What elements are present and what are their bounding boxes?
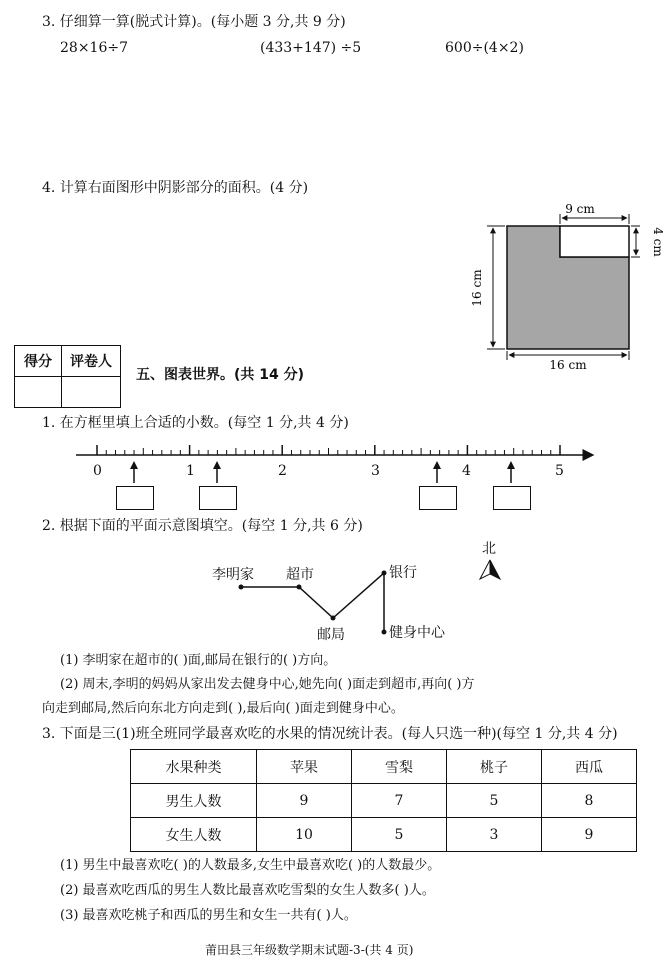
table-header-cell: 苹果 bbox=[257, 750, 352, 784]
section5-title: 五、图表世界。(共 14 分) bbox=[136, 367, 305, 383]
table-header-cell: 雪梨 bbox=[352, 750, 447, 784]
table-cell: 男生人数 bbox=[131, 784, 257, 818]
q3b-title: 3. 下面是三(1)班全班同学最喜欢吃的水果的情况统计表。(每人只选一种)(每空 1 分,共 4 分) bbox=[42, 726, 618, 742]
q1-title: 1. 在方框里填上合适的小数。(每空 1 分,共 4 分) bbox=[42, 415, 349, 431]
tick-label-4: 4 bbox=[462, 463, 471, 479]
table-cell: 9 bbox=[257, 784, 352, 818]
table-cell: 8 bbox=[542, 784, 637, 818]
q3b-sub-2: (2) 最喜欢吃西瓜的男生人数比最喜欢吃雪梨的女生人数多( )人。 bbox=[60, 883, 435, 898]
dim-left-label: 16 cm bbox=[470, 269, 484, 307]
table-header-cell: 西瓜 bbox=[542, 750, 637, 784]
node-market bbox=[297, 585, 302, 590]
q2-title: 2. 根据下面的平面示意图填空。(每空 1 分,共 6 分) bbox=[42, 518, 363, 534]
dim-bottom-label: 16 cm bbox=[549, 358, 587, 372]
node-gym bbox=[382, 630, 387, 635]
calc-problem-1: 28×16÷7 bbox=[60, 40, 128, 56]
table-cell: 5 bbox=[352, 818, 447, 852]
table-cell: 3 bbox=[447, 818, 542, 852]
table-row bbox=[131, 818, 637, 852]
table-header-row bbox=[131, 750, 637, 784]
tick-label-3: 3 bbox=[371, 463, 380, 479]
q2-line-1: (1) 李明家在超市的( )面,邮局在银行的( )方向。 bbox=[60, 653, 337, 668]
place-home: 李明家 bbox=[212, 567, 254, 583]
q3-title: 3. 仔细算一算(脱式计算)。(每小题 3 分,共 9 分) bbox=[42, 14, 346, 30]
node-bank bbox=[382, 571, 387, 576]
grader-header: 评卷人 bbox=[62, 346, 121, 377]
table-cell: 7 bbox=[352, 784, 447, 818]
fruit-table bbox=[130, 749, 637, 852]
place-gym: 健身中心 bbox=[389, 625, 445, 641]
table-row bbox=[131, 784, 637, 818]
dim-right-label: 4 cm bbox=[651, 227, 665, 257]
place-market: 超市 bbox=[286, 567, 314, 583]
table-cell: 10 bbox=[257, 818, 352, 852]
q3b-sub-3: (3) 最喜欢吃桃子和西瓜的男生和女生一共有( )人。 bbox=[60, 908, 357, 923]
calc-problem-3: 600÷(4×2) bbox=[445, 40, 524, 56]
node-post bbox=[331, 616, 336, 621]
q2-line-3: 向走到邮局,然后向东北方向走到( ),最后向( )面走到健身中心。 bbox=[42, 701, 404, 716]
place-bank: 银行 bbox=[389, 565, 417, 581]
table-cell: 女生人数 bbox=[131, 818, 257, 852]
score-header: 得分 bbox=[15, 346, 62, 377]
dim-top-label: 9 cm bbox=[565, 202, 595, 216]
north-arrow-icon bbox=[480, 560, 500, 579]
q4-title: 4. 计算右面图形中阴影部分的面积。(4 分) bbox=[42, 180, 309, 196]
table-header-cell: 水果种类 bbox=[131, 750, 257, 784]
place-post: 邮局 bbox=[317, 627, 345, 643]
tick-label-1: 1 bbox=[186, 463, 195, 479]
table-cell: 5 bbox=[447, 784, 542, 818]
table-header-cell: 桃子 bbox=[447, 750, 542, 784]
q2-line-2: (2) 周末,李明的妈妈从家出发去健身中心,她先向( )面走到超市,再向( )方 bbox=[60, 677, 475, 692]
north-label: 北 bbox=[482, 541, 496, 557]
tick-label-2: 2 bbox=[278, 463, 287, 479]
node-home bbox=[239, 585, 244, 590]
page-footer: 莆田县三年级数学期末试题-3-(共 4 页) bbox=[205, 943, 414, 957]
table-cell: 9 bbox=[542, 818, 637, 852]
tick-label-5: 5 bbox=[555, 463, 564, 479]
tick-label-0: 0 bbox=[93, 463, 102, 479]
calc-problem-2: (433+147) ÷5 bbox=[260, 40, 362, 56]
q3b-sub-1: (1) 男生中最喜欢吃( )的人数最多,女生中最喜欢吃( )的人数最少。 bbox=[60, 858, 441, 873]
